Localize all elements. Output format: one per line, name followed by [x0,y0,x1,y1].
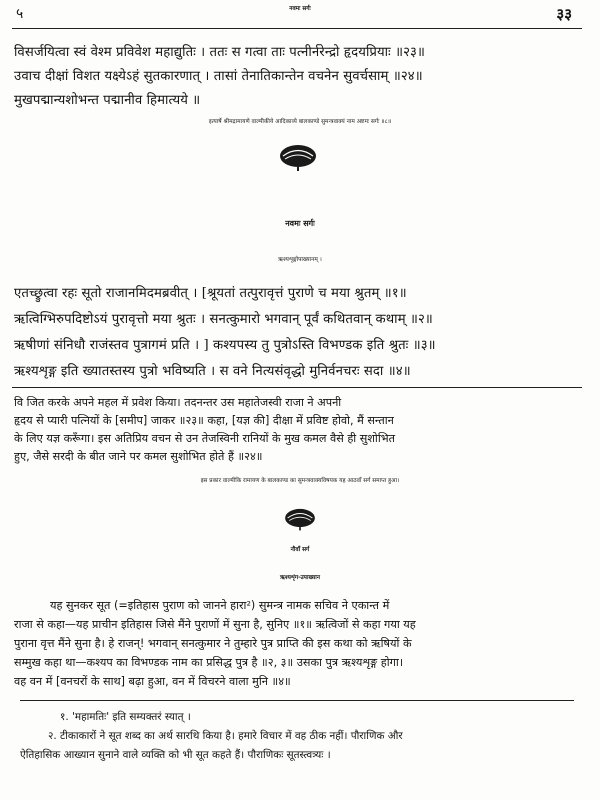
hindi-line: वह वन में [वनचरों के साथ] बढ़ा हुआ, वन में विचरने वाला मुनि ॥४॥ [14,675,291,688]
leaf-ornament-icon [275,141,321,171]
sanskrit-line: विसर्जयित्वा स्वं वेश्म प्रविवेश महाद्युतिः । ततः स गत्वा ताः पत्नीर्नरेन्द्रो हृदयप्रियाः ॥२३॥ [14,45,426,60]
footnote: २. टीकाकारों ने सूत शब्द का अर्थ सारथि किया है। हमारे विचार में वह ठीक नहीं। पौराणिक और [48,730,403,742]
hindi-line: पुराना वृत्त मैंने सुना है। हे राजन्! भगवान् सनत्कुमार ने तुम्हारे पुत्र प्राप्ति की इस कथा को ऋषियों के [14,637,412,650]
hindi-line: राजा से कहा—यह प्राचीन इतिहास जिसे मैंने पुराणों में सुना है, सुनिए ॥१॥ ऋत्विजों से कहा गया यह [14,618,416,631]
sanskrit-line: मुखपद्मान्यशोभन्त पद्मानीव हिमात्यये ॥ [14,93,201,108]
sanskrit-line: उवाच दीक्षां विशत यक्ष्येऽहं सुतकारणात् । तासां तेनातिकान्तेन वचनेन सुवर्चसाम् ॥२४॥ [14,69,423,84]
footnote: १. 'महामतिः' इति सम्यक्तरं स्यात् । [60,711,191,723]
sarga-subtitle: ऋश्यशृङ्गोपाख्यानम् । [278,257,322,263]
hindi-line: हृदय से प्यारी पत्नियों के [समीप] जाकर ॥२३॥ कहा, [यज्ञ की] दीक्षा में प्रविष्ट होवो, मैं सन्तान [14,414,394,427]
hindi-line: यह सुनकर सूत (=इतिहास पुराण को जानने हारा²) सुमन्त्र नामक सचिव ने एकान्त में [50,599,390,612]
leaf-ornament-icon [281,504,319,532]
footnote-rule [20,700,574,701]
section-divider [12,387,582,388]
hindi-line: के लिए यज्ञ करूँगा। इस अतिप्रिय वचन से उन तेजस्विनी रानियों के मुख कमल वैसे ही सुशोभित [14,432,395,445]
sarga-colophon: इत्यार्षे श्रीमद्रामायणे वाल्मीकीये आदिकाव्ये बालकाण्डे सुमन्त्रवाक्यं नाम अष्टमः सर्गः ॥८॥ [208,119,392,125]
header-rule [12,28,582,29]
right-page-number: ३३ [556,5,572,23]
running-title: नवमः सर्गः [289,6,311,12]
sanskrit-verse: ऋषीणां संनिधौ राजंस्तव पुत्रागमं प्रति । ] कश्यपस्य तु पुत्रोऽस्ति विभण्डक इति श्रुतः ॥३॥ [14,338,436,353]
hindi-line: हुए, जैसे सरदी के बीत जाने पर कमल सुशोभित होते हैं ॥२४॥ [14,450,263,463]
hindi-line: सम्मुख कहा था—कश्यप का विभण्डक नाम का प्रसिद्ध पुत्र है ॥२, ३॥ उसका पुत्र ऋश्यशृङ्ग होगा। [14,656,404,669]
hindi-sarga-title: नौवाँ सर्ग [290,547,310,553]
hindi-sarga-subtitle: ऋश्यशृंग-उपाख्यान [280,575,320,581]
page-number: ५ [16,6,24,22]
hindi-colophon: इस प्रकार वाल्मीकि रामायण के बालकाण्ड का सुमन्त्रवाक्यविषयक यह आठवाँ सर्ग समाप्त हुआ। [200,478,400,484]
sarga-title: नवमः सर्गः [285,218,315,228]
footnote: ऐतिहासिक आख्यान सुनाने वाले व्यक्ति को भी सूत कहते हैं। पौराणिकः सूतस्त्वत्र्यः । [20,749,331,761]
sanskrit-verse: एतच्छ्रुत्वा रहः सूतो राजानमिदमब्रवीत् । [श्रूयतां तत्पुरावृत्तं पुराणे च मया श्रुतम् ॥१॥ [14,286,407,301]
hindi-line: वि जित करके अपने महल में प्रवेश किया। तदनन्तर उस महातेजस्वी राजा ने अपनी [14,396,342,409]
sanskrit-verse: ऋश्यशृङ्ग इति ख्यातस्तस्य पुत्रो भविष्यति । स वने नित्यसंवृद्धो मुनिर्वनचरः सदा ॥४॥ [14,364,411,379]
sanskrit-verse: ऋत्विग्भिरुपदिष्टोऽयं पुरावृत्तो मया श्रुतः । सनत्कुमारो भगवान् पूर्वं कथितवान् कथाम् ॥२॥ [14,312,433,327]
